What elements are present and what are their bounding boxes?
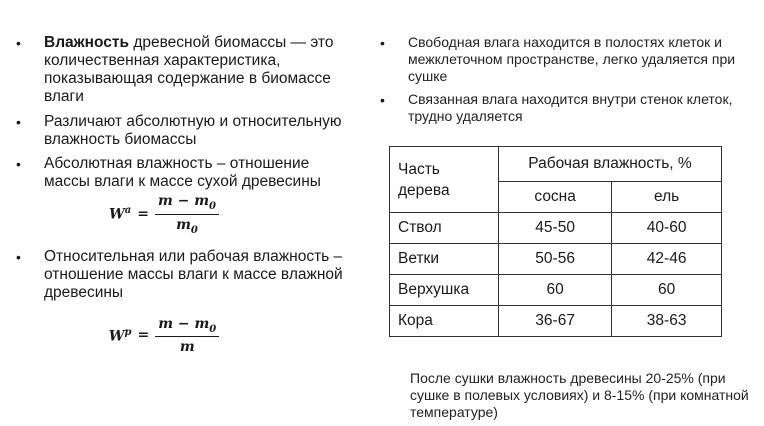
formula-relative-moisture: $W^p$ = $\frac{m - m_0}{m}$ — [0, 316, 354, 356]
cell-pine: 45-50 — [499, 213, 612, 244]
term-moisture: Влажность — [44, 34, 130, 51]
bullet-absolute-moisture — [14, 155, 354, 191]
bullet-dot: • — [16, 248, 21, 265]
cell-spruce: 42-46 — [612, 244, 722, 275]
bullet-relative-moisture — [14, 248, 354, 302]
header-pine: сосна — [499, 182, 612, 213]
bullet-dot: • — [380, 92, 385, 108]
cell-part: Ствол — [390, 213, 499, 244]
table-row — [390, 213, 722, 244]
right-column — [378, 34, 748, 125]
bullet-moisture-types — [14, 113, 354, 149]
table-row — [390, 306, 722, 337]
bullet-dot: • — [16, 114, 21, 130]
bullet-dot: • — [380, 35, 385, 51]
relative-moisture-text: Относительная или рабочая влажность – отношение массы влаги к массе влажной древесины — [44, 247, 343, 301]
moisture-definition-text: древесной биомассы — это количественная характеристика, показывающая содержание в биомассе влаги — [44, 34, 334, 105]
bound-moisture-text: Связанная влага находится внутри стенок клеток, трудно удаляется — [408, 91, 733, 124]
cell-pine: 60 — [499, 275, 612, 306]
cell-spruce: 40-60 — [612, 213, 722, 244]
header-spruce: ель — [612, 182, 722, 213]
cell-part: Кора — [390, 306, 499, 337]
bullet-dot: • — [16, 156, 21, 172]
free-moisture-text: Свободная влага находится в полостях клеток и межклеточном пространстве, легко удаляется при сушке — [408, 34, 736, 84]
table-row — [390, 244, 722, 275]
header-working-moisture: Рабочая влажность, % — [499, 147, 722, 182]
cell-pine: 36-67 — [499, 306, 612, 337]
fraction: $\frac{m - m_0}{m_0}$ — [155, 193, 219, 236]
bullet-free-moisture — [378, 34, 748, 85]
bullet-moisture-definition — [14, 34, 354, 106]
moisture-table — [389, 146, 722, 337]
fraction: $\frac{m - m_0}{m}$ — [155, 316, 219, 356]
cell-pine: 50-56 — [499, 244, 612, 275]
table-header-row — [390, 147, 722, 182]
bullet-bound-moisture — [378, 91, 748, 125]
header-tree-part: Часть дерева — [390, 147, 499, 213]
cell-part: Верхушка — [390, 275, 499, 306]
moisture-types-text: Различают абсолютную и относительную влажность биомассы — [44, 113, 342, 148]
cell-part: Ветки — [390, 244, 499, 275]
cell-spruce: 38-63 — [612, 306, 722, 337]
absolute-moisture-text: Абсолютная влажность – отношение массы влаги к массе сухой древесины — [44, 155, 321, 190]
left-column — [14, 34, 354, 355]
table-row — [390, 275, 722, 306]
drying-note: После сушки влажность древесины 20-25% (при сушке в полевых условиях) и 8-15% (при комнатной температуре) — [410, 370, 749, 420]
formula-absolute-moisture: $W^a$ = $\frac{m - m_0}{m_0}$ — [0, 193, 354, 236]
cell-spruce: 60 — [612, 275, 722, 306]
bullet-dot: • — [16, 35, 21, 51]
